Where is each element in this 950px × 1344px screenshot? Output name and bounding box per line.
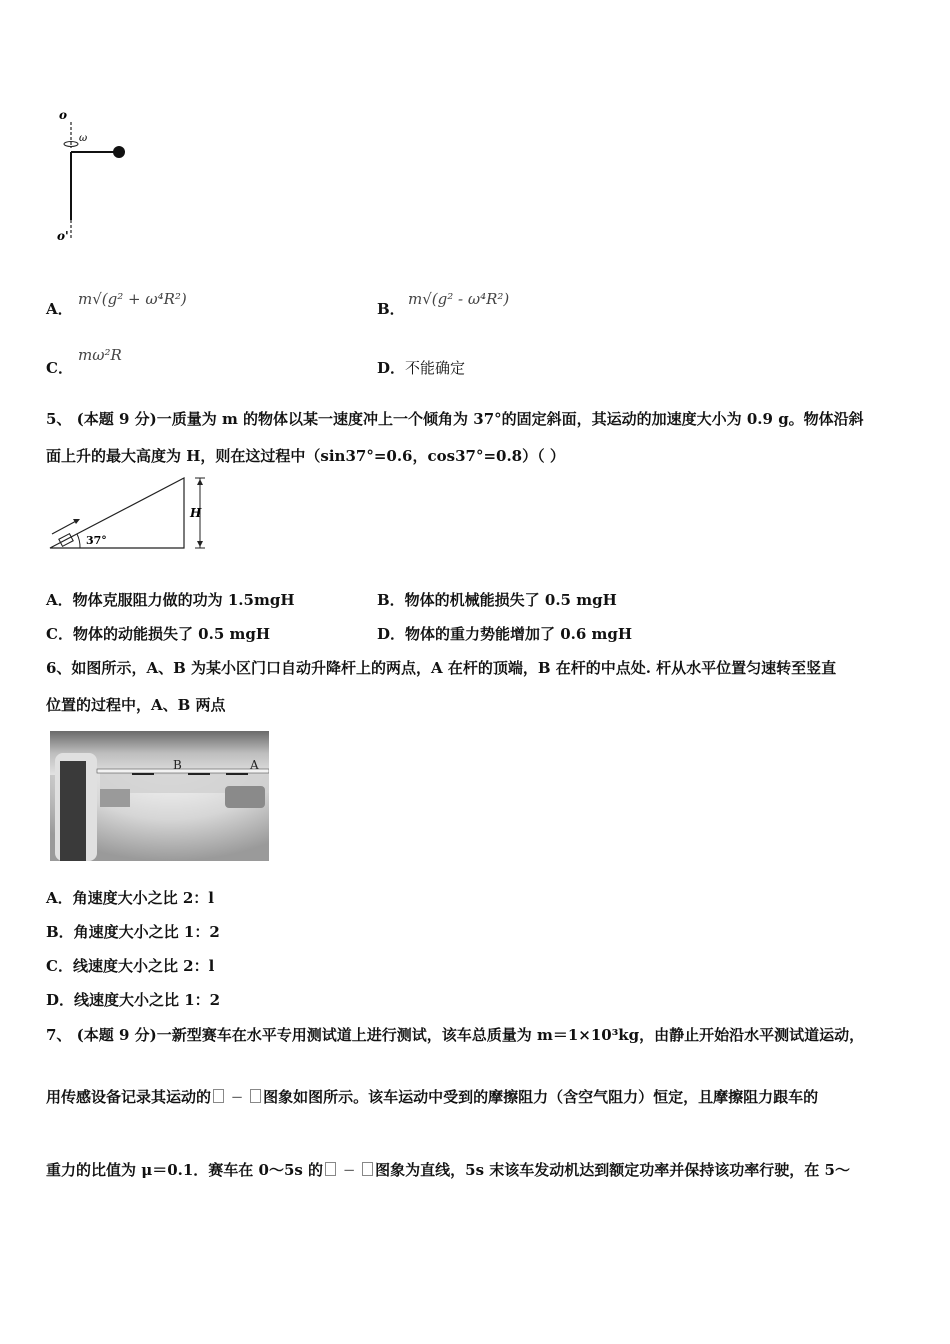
q7-stem-line2 xyxy=(46,1087,818,1107)
q7-stem-line1: 7、 (本题 9 分)一新型赛车在水平专用测试道上进行测试，该车总质量为 m＝1×10³kg，由静止开始沿水平测试道运动， xyxy=(46,1026,865,1044)
q5-incline-figure xyxy=(44,474,214,554)
q6-option-c: C．线速度大小之比 2：l xyxy=(46,957,215,975)
q7-line2-text-b: 图象如图所示。该车运动中受到的摩擦阻力（含空气阻力）恒定，且摩擦阻力跟车的 xyxy=(263,1088,819,1106)
q5-incline-triangle xyxy=(50,478,184,548)
q5-option-c: C．物体的动能损失了 0.5 mgH xyxy=(46,625,271,643)
q6-stem-line2: 位置的过程中，A、B 两点 xyxy=(46,696,226,714)
q7-line2-symbol-v xyxy=(213,1089,224,1103)
q7-line2-symbol-t xyxy=(250,1089,261,1103)
q5-stem-line2: 面上升的最大高度为 H，则在这过程中（sin37°=0.6，cos37°=0.8）（ ） xyxy=(46,447,565,465)
q6-option-d: D．线速度大小之比 1：2 xyxy=(46,991,221,1009)
q4-option-b-formula: m√(g² - ω⁴R²) xyxy=(408,290,510,308)
q7-line3-text-b: 图象为直线，5s 末该车发动机达到额定功率并保持该功率行驶，在 5～ xyxy=(375,1161,850,1179)
q7-line3-dash: − xyxy=(338,1161,361,1179)
q4-option-d xyxy=(377,358,465,378)
q7-line3-symbol-t xyxy=(362,1162,373,1176)
q7-line2-dash: − xyxy=(226,1088,249,1106)
q5-stem-line1: 5、 (本题 9 分)一质量为 m 的物体以某一速度冲上一个倾角为 37°的固定斜面，其运动的加速度大小为 0.9 g。物体沿斜 xyxy=(46,410,864,428)
q7-line3-text-a: 重力的比值为 μ＝0.1．赛车在 0～5s 的 xyxy=(46,1161,324,1179)
q7-line3-symbol-v xyxy=(325,1162,336,1176)
q4-option-c-label: C． xyxy=(46,359,73,377)
q5-angle-arc xyxy=(77,534,80,548)
q4-ball xyxy=(113,146,125,158)
q5-option-b: B．物体的机械能损失了 0.5 mgH xyxy=(377,591,617,609)
q4-option-b-label: B． xyxy=(377,300,405,318)
q5-height-arrow-bottom xyxy=(197,541,203,547)
q6-photo-label-b: B xyxy=(173,758,182,772)
q4-option-a-formula: m√(g² + ω⁴R²) xyxy=(78,290,187,308)
q4-option-a-label: A． xyxy=(46,300,73,318)
q6-photo-label-a: A xyxy=(250,758,259,772)
q5-height-label: H xyxy=(190,506,202,520)
q4-option-d-text: 不能确定 xyxy=(405,359,466,377)
q6-gate-photo xyxy=(50,731,269,861)
q4-option-c-formula: mω²R xyxy=(78,346,122,364)
q5-option-a: A．物体克服阻力做的功为 1.5mgH xyxy=(46,591,295,609)
q6-stem-line1: 6、如图所示，A、B 为某小区门口自动升降杆上的两点，A 在杆的顶端，B 在杆的中点处. 杆从水平位置匀速转至竖直 xyxy=(46,659,837,677)
q4-label-o-bottom: o' xyxy=(57,229,69,243)
q4-label-o-top: o xyxy=(59,108,68,122)
q4-label-omega: ω xyxy=(79,133,88,144)
q4-option-d-label: D． xyxy=(377,359,406,377)
q5-angle-label: 37° xyxy=(86,534,107,547)
q6-option-b: B．角速度大小之比 1：2 xyxy=(46,923,220,941)
q5-height-arrow-top xyxy=(197,479,203,485)
q5-option-d: D．物体的重力势能增加了 0.6 mgH xyxy=(377,625,633,643)
q7-line2-text-a: 用传感设备记录其运动的 xyxy=(46,1088,212,1106)
q5-velocity-arrow xyxy=(52,520,78,534)
q6-option-a: A．角速度大小之比 2：l xyxy=(46,889,214,907)
q4-rotation-figure xyxy=(50,104,140,244)
q7-stem-line3 xyxy=(46,1160,850,1180)
